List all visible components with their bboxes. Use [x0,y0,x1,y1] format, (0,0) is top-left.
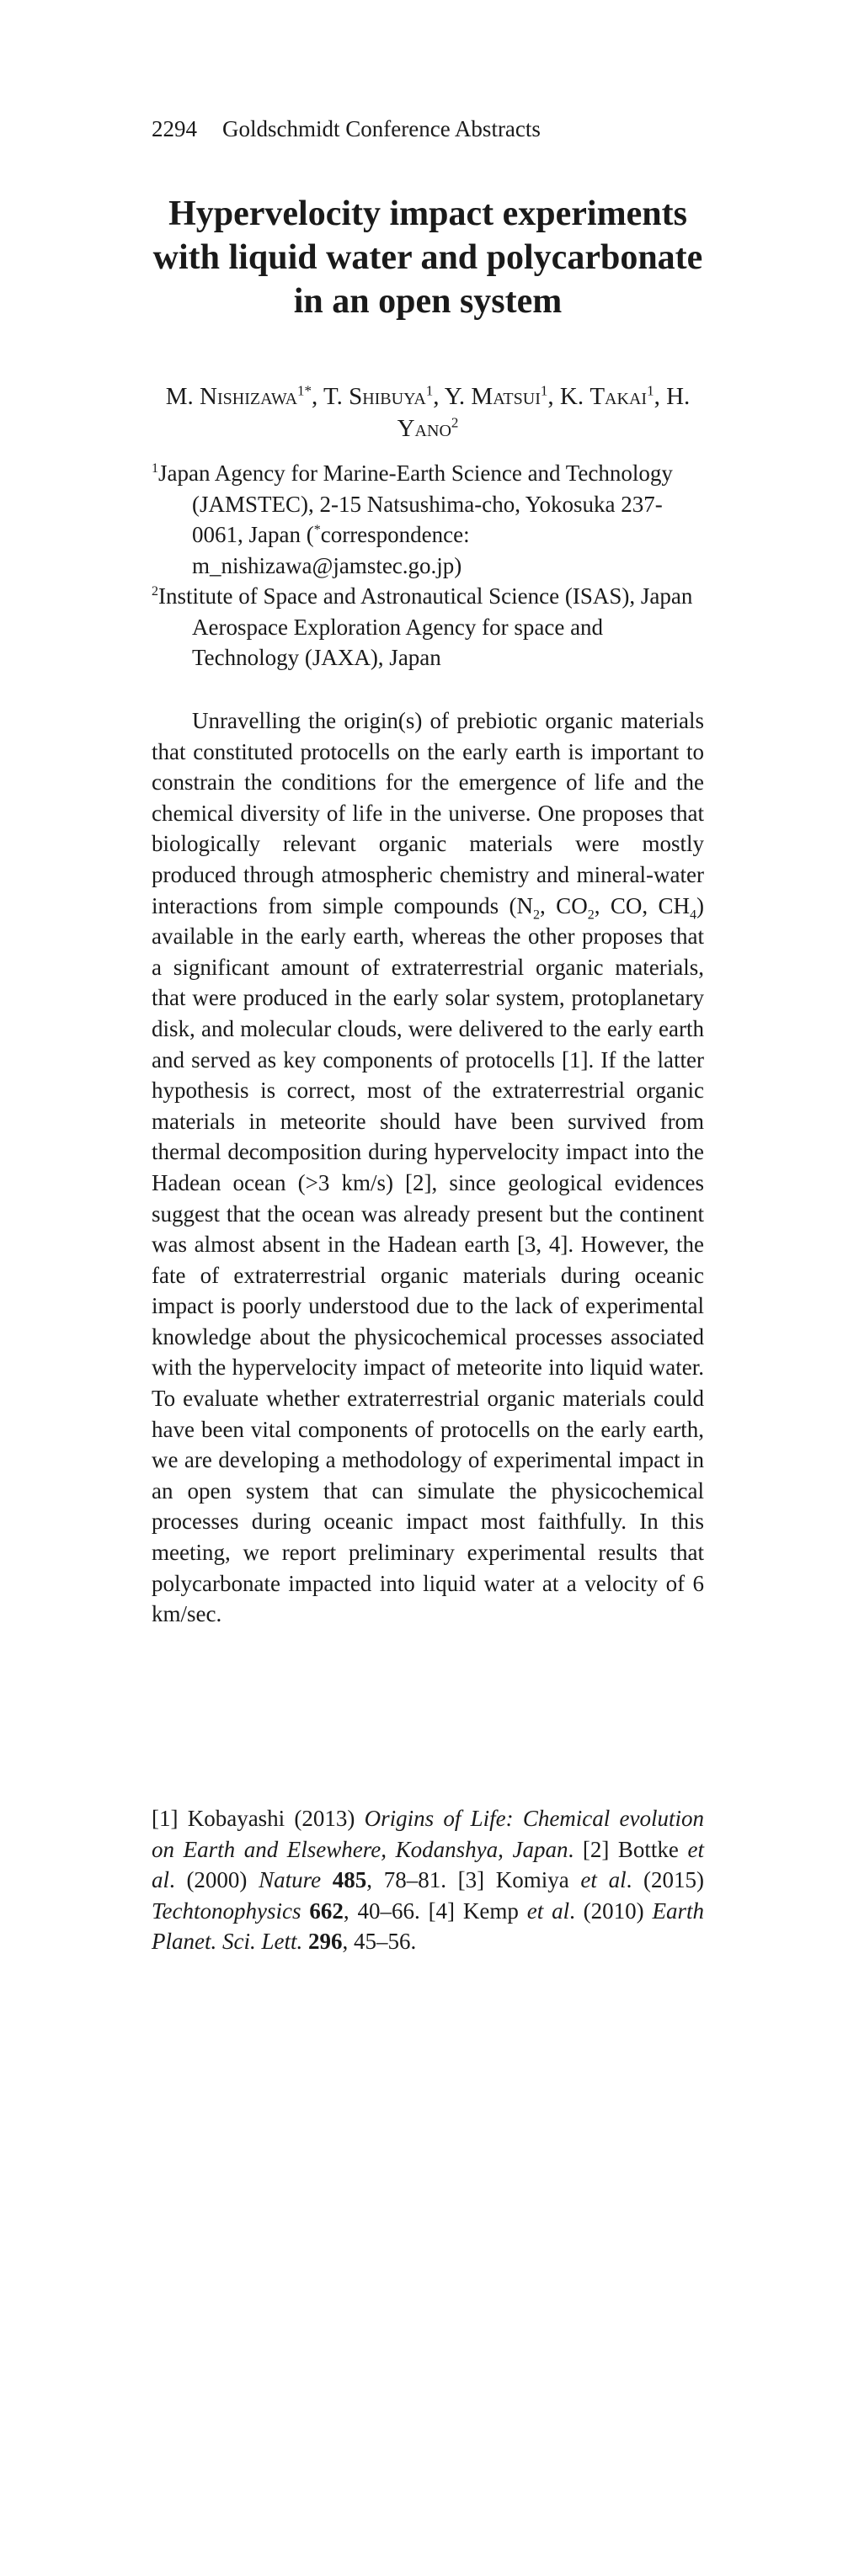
references [152,1803,704,1957]
page-number: 2294 [152,116,197,141]
author: T. Shibuya$^1$, [323,382,445,410]
author-list [152,381,704,444]
journal-name: Goldschmidt Conference Abstracts [222,116,541,141]
reference-4: [4] Kemp et al. (2010) Earth Planet. Sci. Lett. 296, 45–56. [152,1897,705,1955]
paper-title: Hypervelocity impact experiments with liquid water and polycarbonate in an open system [152,194,703,321]
affiliation-2: $^2$Institute of Space and Astronautical Science (ISAS), Japan Aerospace Exploration Agency for space and Technology (JAXA), Japan [152,583,693,670]
running-header [152,116,541,142]
author: K. Takai$^1$, [559,382,667,410]
affiliations [152,458,704,673]
reference-1: [1] Kobayashi (2013) Origins of Life: Chemical evolution on Earth and Elsewhere, Kodanshya, Japan. [152,1806,704,1862]
author: Y. Matsui$^1$, [444,382,560,410]
reference-2: [2] Bottke et al. (2000) Nature 485, 78–81. [152,1836,705,1893]
abstract-body: Unravelling the origin(s) of prebiotic organic materials that constituted protocells on the early earth is important to constrain the conditions for the emergence of life and the chemical diversity of life in the universe. One proposes that biologically relevant organic materials were mostly produced through atmospheric chemistry and mineral-water interactions from simple compounds ($N_2$, $CO_2$, CO, $CH_4$) available in the early earth, whereas the other proposes that a significant amount of extraterrestrial organic materials, that were produced in the early solar system, protoplanetary disk, and molecular clouds, were delivered to the early earth and served as key components of protocells [1]. If the latter hypothesis is correct, most of the extraterrestrial organic materials in meteorite should have been survived from thermal decomposition during hypervelocity impact into the Hadean ocean (>3 km/s) [2], since geological evidences suggest that the ocean was already present but the continent was almost absent in the Hadean earth [3, 4]. However, the fate of extraterrestrial organic materials during oceanic impact is poorly understood due to the lack of experimental knowledge about the physicochemical processes associated with the hypervelocity impact of meteorite into liquid water. To evaluate whether extraterrestrial organic materials could have been vital components of protocells on the early earth, we are developing a methodology of experimental impact in an open system that can simulate the physicochemical processes during oceanic impact most faithfully. In this meeting, we report preliminary experimental results that polycarbonate impacted into liquid water at a velocity of 6 km/sec. [152,708,705,1627]
author: H. Yano$^2$ [397,383,691,442]
reference-3: [3] Komiya et al. (2015) Techtonophysics 662, 40–66. [152,1867,704,1924]
author: M. Nishizawa$^{1*}$, [165,382,324,410]
affiliation-1: $^1$Japan Agency for Marine-Earth Science and Technology (JAMSTEC), 2-15 Natsushima-cho, Yokosuka 237-0061, Japan (*correspondence: m_nishizawa@jamstec.go.jp) [152,460,673,578]
